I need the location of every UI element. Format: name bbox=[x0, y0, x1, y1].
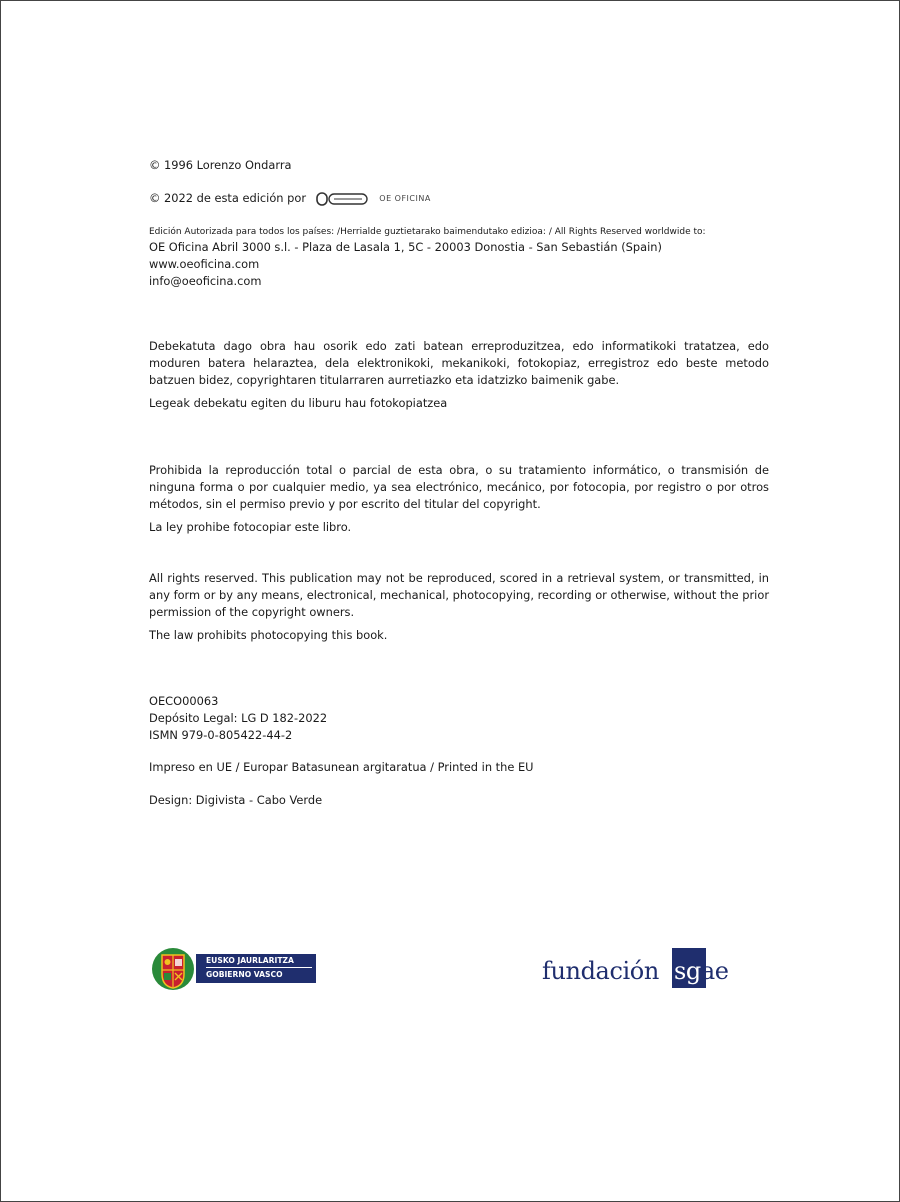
publisher-email: info@oeoficina.com bbox=[149, 274, 262, 288]
design-line bbox=[149, 792, 769, 809]
notice-basque bbox=[149, 338, 769, 412]
basque-shield-icon bbox=[150, 946, 198, 992]
printed-in: Impreso en UE / Europar Batasunean argitaratua / Printed in the EU bbox=[149, 760, 534, 774]
identifiers-block bbox=[149, 693, 769, 744]
basque-government-logo bbox=[150, 946, 316, 992]
copyright-edition bbox=[149, 190, 769, 207]
notice-english bbox=[149, 570, 769, 644]
basque-label bbox=[196, 954, 316, 983]
edition-copyright-line: © 2022 de esta edición por bbox=[149, 191, 307, 205]
notice-basque-law: Legeak debekatu egiten du liburu hau fotokopiatzea bbox=[149, 396, 448, 410]
basque-line-2: GOBIERNO VASCO bbox=[206, 970, 283, 979]
copyright-author bbox=[149, 157, 769, 174]
author-copyright-line: © 1996 Lorenzo Ondarra bbox=[149, 158, 292, 172]
basque-line-1: EUSKO JAURLARITZA bbox=[206, 956, 294, 965]
notice-spanish bbox=[149, 462, 769, 536]
legal-deposit: Depósito Legal: LG D 182-2022 bbox=[149, 711, 328, 725]
design-credit: Design: Digivista - Cabo Verde bbox=[149, 793, 323, 807]
authorized-edition-line: Edición Autorizada para todos los países: /Herrialde guztietarako baimendutako edizioa: / All Rights Reserved worldwide to: bbox=[149, 227, 706, 237]
ismn: ISMN 979-0-805422-44-2 bbox=[149, 728, 293, 742]
notice-english-law: The law prohibits photocopying this book. bbox=[149, 628, 388, 642]
notice-spanish-body: Prohibida la reproducción total o parcial de esta obra, o su tratamiento informático, o transmisión de ninguna forma o por cualquier medio, ya sea electrónico, mecánico, por fotocopia, por registro o por otros métodos, sin el permiso previo y por escrito del titular del copyright. bbox=[149, 463, 769, 511]
sgae-word: fundación bbox=[542, 957, 659, 985]
oe-oficina-logo-text: OE OFICINA bbox=[379, 194, 431, 203]
publisher-address: OE Oficina Abril 3000 s.l. - Plaza de Lasala 1, 5C - 20003 Donostia - San Sebastián (Spain) bbox=[149, 240, 662, 254]
catalog-code: OECO00063 bbox=[149, 694, 219, 708]
sgae-mark-inbox: sg bbox=[674, 957, 701, 985]
sgae-mark-outbox: ae bbox=[700, 957, 729, 985]
fundacion-sgae-logo bbox=[542, 945, 742, 991]
printed-line bbox=[149, 759, 769, 776]
sgae-mark-text bbox=[674, 957, 729, 985]
publisher-website: www.oeoficina.com bbox=[149, 257, 260, 271]
notice-basque-body: Debekatuta dago obra hau osorik edo zati batean erreproduzitzea, edo informatikoki tratatzea, edo moduren batera helaraztea, dela elektronikoki, mekanikoki, fotokopiaz, erregistroz edo beste metodo batzuen bidez, copyrightaren titularraren aurretiazko eta idatzizko baimenik gabe. bbox=[149, 339, 769, 387]
sgae-mark bbox=[674, 957, 729, 985]
oe-oficina-logo-icon bbox=[316, 192, 368, 206]
notice-spanish-law: La ley prohibe fotocopiar este libro. bbox=[149, 520, 352, 534]
rights-block bbox=[149, 225, 769, 290]
notice-english-body: All rights reserved. This publication may not be reproduced, scored in a retrieval system, or transmitted, in any form or by any means, electronical, mechanical, photocopying, recording or otherwise, without the prior permission of the copyright owners. bbox=[149, 571, 769, 619]
